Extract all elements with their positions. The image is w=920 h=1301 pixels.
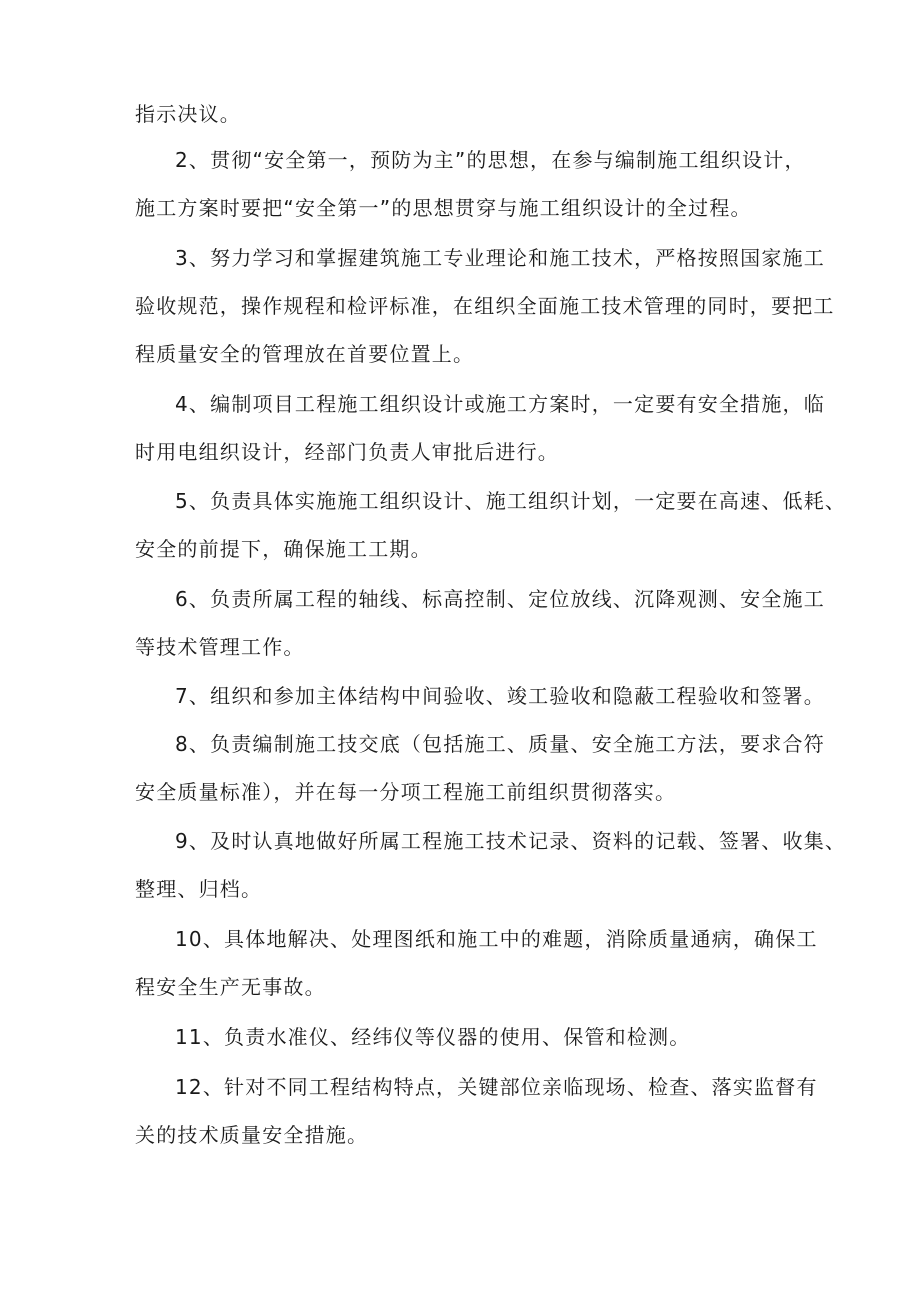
item-2-line-1: 2、贯彻“安全第一，预防为主”的思想，在参与编制施工组织设计，	[175, 148, 806, 172]
item-4-line-1: 4、编制项目工程施工组织设计或施工方案时，一定要有安全措施，临	[175, 392, 825, 416]
item-7-line-1: 7、组织和参加主体结构中间验收、竣工验收和隐蔽工程验收和签署。	[175, 684, 825, 708]
item-2-line-2: 施工方案时要把“安全第一”的思想贯穿与施工组织设计的全过程。	[135, 196, 752, 220]
item-6-line-2: 等技术管理工作。	[135, 635, 305, 659]
item-9-line-2: 整理、归档。	[135, 877, 263, 901]
item-12-line-1: 12、针对不同工程结构特点，关键部位亲临现场、检查、落实监督有	[175, 1075, 818, 1099]
item-10-line-2: 程安全生产无事故。	[135, 975, 326, 999]
item-3-line-3: 程质量安全的管理放在首要位置上。	[135, 342, 475, 366]
item-6-line-1: 6、负责所属工程的轴线、标高控制、定位放线、沉降观测、安全施工	[175, 587, 825, 611]
item-8-line-1: 8、负责编制施工技交底（包括施工、质量、安全施工方法，要求合符	[175, 732, 825, 756]
item-5-line-1: 5、负责具体实施施工组织设计、施工组织计划，一定要在高速、低耗、	[175, 489, 847, 513]
item-8-line-2: 安全质量标准），并在每一分项工程施工前组织贯彻落实。	[135, 780, 677, 804]
text-line: 指示决议。	[135, 102, 241, 126]
item-4-line-2: 时用电组织设计，经部门负责人审批后进行。	[135, 440, 559, 464]
item-5-line-2: 安全的前提下，确保施工工期。	[135, 537, 432, 561]
item-3-line-2: 验收规范，操作规程和检评标准，在组织全面施工技术管理的同时，要把工	[135, 294, 835, 318]
item-9-line-1: 9、及时认真地做好所属工程施工技术记录、资料的记载、签署、收集、	[175, 829, 847, 853]
item-3-line-1: 3、努力学习和掌握建筑施工专业理论和施工技术，严格按照国家施工	[175, 246, 825, 270]
item-11-line-1: 11、负责水准仪、经纬仪等仪器的使用、保管和检测。	[175, 1025, 691, 1049]
item-12-line-2: 关的技术质量安全措施。	[135, 1123, 369, 1147]
item-10-line-1: 10、具体地解决、处理图纸和施工中的难题，消除质量通病，确保工	[175, 927, 818, 951]
